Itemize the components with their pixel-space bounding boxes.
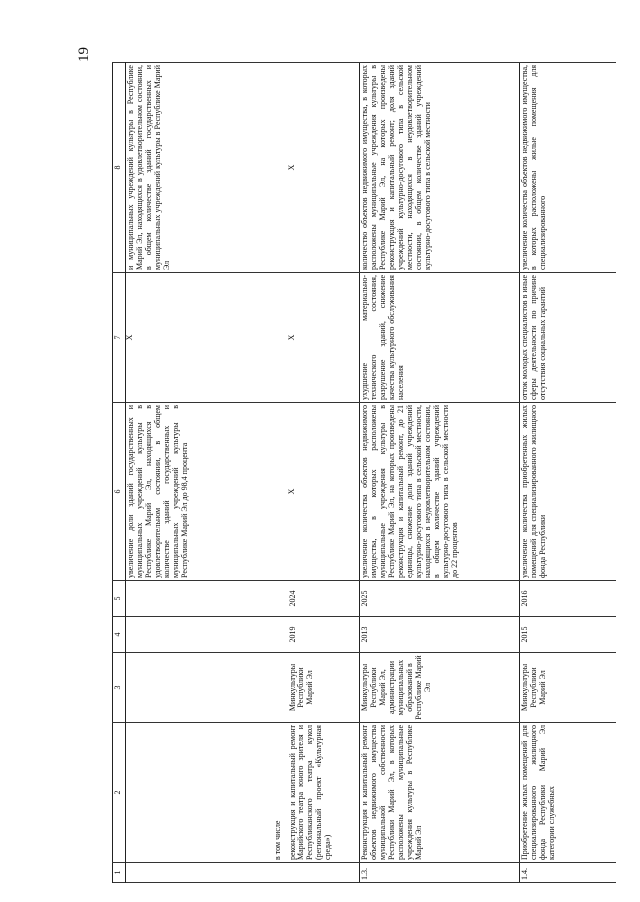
header-col-4: 4 [113, 617, 126, 653]
cell-empty [266, 617, 288, 653]
cell-consequences: X [288, 273, 360, 403]
cell-consequences: X [126, 273, 266, 403]
name-text: Реконструкция и капитальный ремонт объектов недвижимого имущества муниципальной собственности Республики Марий Эл, в которых расположены муниципальные учреждения культуры в Республике Марий Эл [360, 725, 423, 860]
name-text: Приобретение жилых помещений для специализированного жилищного фонда Республики Марий Эл категории служебных [520, 725, 556, 860]
cell-name [126, 723, 266, 863]
cell-num: 1.3. [360, 863, 520, 883]
table-row [288, 63, 360, 883]
header-col-8: 8 [113, 63, 126, 273]
cell-num [288, 863, 360, 883]
table-row [126, 63, 266, 883]
cell-executor: Минкультуры Республики Марий Эл, администрации муниципальных образований в Республике Марий Эл [360, 653, 520, 723]
cell-start-year: 2019 [288, 617, 360, 653]
cell-executor: Минкультуры Республики Марий Эл [288, 653, 360, 723]
consequences-text: отток молодых специалистов в иные сферы деятельности по причине отсутствия социальных гарантий [520, 275, 547, 400]
cell-empty [266, 653, 288, 723]
cell-start-year: 2013 [360, 617, 520, 653]
result-text: увеличение количества приобретенных жилых помещений для специализированного жилищного фонда Республики [520, 405, 547, 578]
cell-num [266, 863, 288, 883]
cell-result [520, 403, 616, 581]
cell-empty [266, 63, 288, 273]
result-text: увеличение доли зданий государственных и муниципальных учреждений культуры в Республике Марий Эл, находящихся в удовлетворительном состоянии, в общем количестве зданий государственных и муниципальных учреждений культуры в Республике Марий Эл до 98,4 процента [126, 405, 189, 578]
cell-empty [266, 273, 288, 403]
cell-result: X [288, 403, 360, 581]
cell-executor [126, 653, 266, 723]
cell-name [360, 723, 520, 863]
cell-indicator [360, 63, 520, 273]
cell-consequences [360, 273, 520, 403]
cell-result [126, 403, 266, 581]
table-row [360, 63, 520, 883]
cell-end-year [126, 581, 266, 617]
header-col-3: 3 [113, 653, 126, 723]
indicator-text: увеличение количества объектов недвижимого имущества, в которых расположены жилые помещения для специализированного [520, 65, 547, 270]
indicator-text: и муниципальных учреждений культуры в Республике Марий Эл, находящихся в удовлетворительном состоянии, в общем количестве зданий государственных и муниципальных учреждений культуры в Республике Марий Эл [126, 65, 171, 270]
rotated-sheet [112, 63, 612, 883]
header-col-2: 2 [113, 723, 126, 863]
table-row [266, 63, 288, 883]
cell-num: 1.4. [520, 863, 616, 883]
program-measures-table [112, 62, 616, 883]
header-col-7: 7 [113, 273, 126, 403]
cell-start-year [126, 617, 266, 653]
cell-end-year: 2025 [360, 581, 520, 617]
cell-start-year: 2015 [520, 617, 616, 653]
name-text: реконструкция и капитальный ремонт Марийского театра юного зрителя и Республиканского театра кукол (региональный проект «Культурная среда») [287, 725, 333, 860]
cell-name [520, 723, 616, 863]
cell-name: в том числе [266, 723, 288, 863]
cell-consequences [520, 273, 616, 403]
cell-indicator: X [288, 63, 360, 273]
cell-executor: Минкультуры Республики Марий Эл [520, 653, 616, 723]
header-row [113, 63, 126, 883]
cell-empty [266, 403, 288, 581]
cell-empty [266, 581, 288, 617]
page-number: 19 [76, 47, 92, 62]
cell-indicator [126, 63, 266, 273]
indicator-text: количество объектов недвижимого имущества, в которых расположены муниципальные учреждения культуры в Республике Марий Эл, на которых произведены реконструкция и капитальный ремонт; доля зданий учреждений культурно-досугового типа в сельской местности, находящихся в неудовлетворительном состоянии, в общем количестве зданий учреждений культурно-досугового типа в сельской местности [360, 65, 432, 270]
header-col-1: 1 [113, 863, 126, 883]
header-col-6: 6 [113, 403, 126, 581]
cell-result [360, 403, 520, 581]
header-col-5: 5 [113, 581, 126, 617]
cell-name [288, 723, 360, 863]
consequences-text: ухудшение материально-технического состояния, разрушение зданий, снижение качества культурного обслуживания населения [360, 275, 405, 400]
cell-end-year: 2016 [520, 581, 616, 617]
table-row [520, 63, 616, 883]
cell-indicator [520, 63, 616, 273]
cell-end-year: 2024 [288, 581, 360, 617]
cell-num [126, 863, 266, 883]
result-text: увеличение количества объектов недвижимого имущества, в которых расположены муниципальные учреждения культуры в Республике Марий Эл, на которых произведены реконструкция и капитальный ремонт, до 21 единицы, снижение доли зданий учреждений культурно-досугового типа в сельской местности, находящихся в неудовлетворительном состоянии, в общем количестве зданий учреждений культурно-досугового типа в сельской местности до 22 процентов [360, 405, 459, 578]
